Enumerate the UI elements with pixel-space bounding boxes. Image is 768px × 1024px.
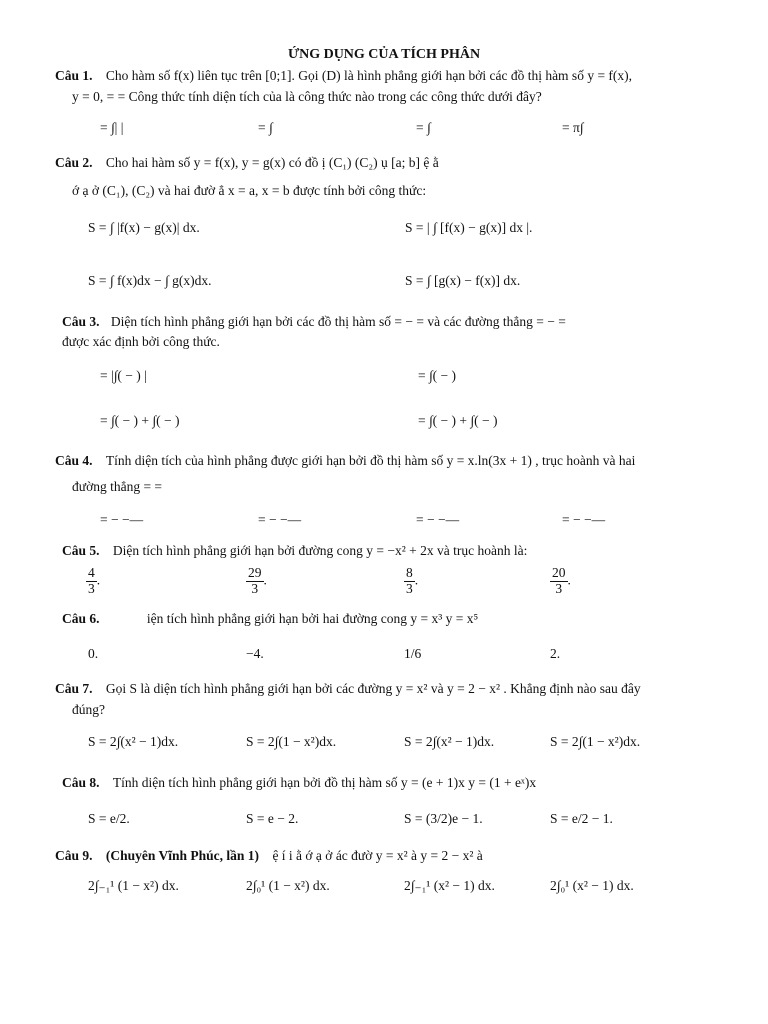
q1-text1: Cho hàm số f(x) liên tục trên [0;1]. Gọi (D) là hình phẳng giới hạn bởi các đồ thị hàm số y = f(x), [105, 68, 633, 83]
q4-option-d: = − −— [562, 512, 606, 527]
q5-option-a: $\frac{4}{3}$ . [88, 565, 101, 596]
q7-option-b: S = 2∫(1 − x²)dx. [246, 734, 337, 749]
q5-text1: Diện tích hình phẳng giới hạn bởi đường cong y = −x² + 2x và trục hoành là: [112, 543, 528, 558]
q1-text2: y = 0, = = Công thức tính diện tích của là công thức nào trong các công thức dưới đây? [72, 89, 542, 104]
q1-option-b: = ∫ [258, 120, 273, 135]
q4-text2: đường thẳng = = [72, 479, 163, 494]
q8-option-c: S = (3/2)e − 1. [404, 811, 483, 826]
q5-c-num: 8 [406, 565, 413, 580]
q3-option-a: = |∫( − ) | [100, 368, 147, 383]
q5-line1 [62, 543, 527, 559]
q7-option-d: S = 2∫(1 − x²)dx. [550, 734, 641, 749]
q3-text1: Diện tích hình phẳng giới hạn bởi các đồ thị hàm số = − = và các đường thẳng = − = [110, 314, 566, 329]
q1-option-a: = ∫| | [100, 120, 124, 135]
q6-option-b: −4. [246, 646, 264, 661]
q3-option-b: = ∫( − ) [418, 368, 457, 383]
q5-option-d: $\frac{20}{3}$ . [552, 565, 571, 596]
q8-option-d: S = e/2 − 1. [550, 811, 613, 826]
q8-option-a: S = e/2. [88, 811, 130, 826]
q4-option-c: = − −— [416, 512, 460, 527]
q2-text2: ớ ạ ở (C₁), (C₂) và hai đườ ẳ x = a, x = b được tính bởi công thức: [72, 183, 427, 198]
q6-option-a: 0. [88, 646, 99, 661]
q3-text2: được xác định bởi công thức. [62, 334, 220, 349]
q2-option-d: S = ∫ [g(x) − f(x)] dx. [405, 273, 521, 288]
q9-label: Câu 9. [55, 848, 93, 863]
q5-c-den: 3 [406, 580, 413, 596]
q5-a-num: 4 [88, 565, 95, 580]
q4-option-b: = − −— [258, 512, 302, 527]
q2-text1: Cho hai hàm số y = f(x), y = g(x) có đồ ị (C₁) (C₂) ụ [a; b] ệ ằ [105, 155, 439, 170]
q8-text1: Tính diện tích hình phẳng giới hạn bởi đồ thị hàm số y = (e + 1)x y = (1 + eˣ)x [112, 775, 537, 790]
q2-option-a: S = ∫ |f(x) − g(x)| dx. [88, 220, 200, 235]
q3-option-d: = ∫( − ) + ∫( − ) [418, 413, 498, 428]
q9-option-a: 2∫₋₁¹ (1 − x²) dx. [88, 878, 179, 893]
q5-a-den: 3 [88, 580, 95, 596]
q7-text1: Gọi S là diện tích hình phẳng giới hạn bởi các đường y = x² và y = 2 − x² . Khẳng định nào sau đây [105, 681, 641, 696]
q4-option-a: = − −— [100, 512, 144, 527]
q6-option-d: 2. [550, 646, 561, 661]
q5-option-c: $\frac{8}{3}$ . [406, 565, 419, 596]
q2-line1 [55, 155, 439, 171]
q1-option-d: = π∫ [562, 120, 584, 135]
q5-b-den: 3 [251, 580, 259, 596]
q2-option-c: S = ∫ f(x)dx − ∫ g(x)dx. [88, 273, 212, 288]
page-title: ỨNG DỤNG CỦA TÍCH PHÂN [287, 47, 481, 62]
q1-option-c: = ∫ [416, 120, 431, 135]
q5-label: Câu 5. [62, 543, 100, 558]
q6-line1 [62, 611, 478, 627]
q7-option-c: S = 2∫(x² − 1)dx. [404, 734, 495, 749]
q4-line1 [55, 453, 635, 469]
q9-source: (Chuyên Vĩnh Phúc, lần 1) [105, 848, 260, 863]
q5-d-den: 3 [555, 580, 563, 596]
q9-line1 [55, 848, 483, 864]
q7-label: Câu 7. [55, 681, 93, 696]
q9-text1: ệ í i ằ ớ ạ ở ác đườ y = x² à y = 2 − x² à [272, 848, 483, 863]
q1-label: Câu 1. [55, 68, 93, 83]
q6-text1: iện tích hình phẳng giới hạn bởi hai đường cong y = x³ y = x⁵ [146, 611, 479, 626]
q5-d-num: 20 [552, 565, 566, 580]
q5-b-num: 29 [248, 565, 262, 580]
q9-option-c: 2∫₋₁¹ (x² − 1) dx. [404, 878, 495, 893]
q4-label: Câu 4. [55, 453, 93, 468]
q6-label: Câu 6. [62, 611, 100, 626]
q8-line1 [62, 775, 536, 791]
q4-text1: Tính diện tích của hình phẳng được giới hạn bởi đồ thị hàm số y = x.ln(3x + 1) , trục hoành và hai [105, 453, 636, 468]
q1-line1 [55, 68, 632, 84]
q8-option-b: S = e − 2. [246, 811, 299, 826]
q7-line1 [55, 681, 641, 697]
q2-label: Câu 2. [55, 155, 93, 170]
q7-text2: đúng? [72, 702, 105, 717]
q6-option-c: 1/6 [404, 646, 422, 661]
q2-option-b: S = | ∫ [f(x) − g(x)] dx |. [405, 220, 533, 235]
q9-option-d: 2∫₀¹ (x² − 1) dx. [550, 878, 634, 893]
q3-option-c: = ∫( − ) + ∫( − ) [100, 413, 180, 428]
q7-option-a: S = 2∫(x² − 1)dx. [88, 734, 179, 749]
q3-line1 [62, 314, 566, 330]
q5-option-b: $\frac{29}{3}$ . [248, 565, 267, 596]
q9-option-b: 2∫₀¹ (1 − x²) dx. [246, 878, 330, 893]
q3-label: Câu 3. [62, 314, 100, 329]
q8-label: Câu 8. [62, 775, 100, 790]
